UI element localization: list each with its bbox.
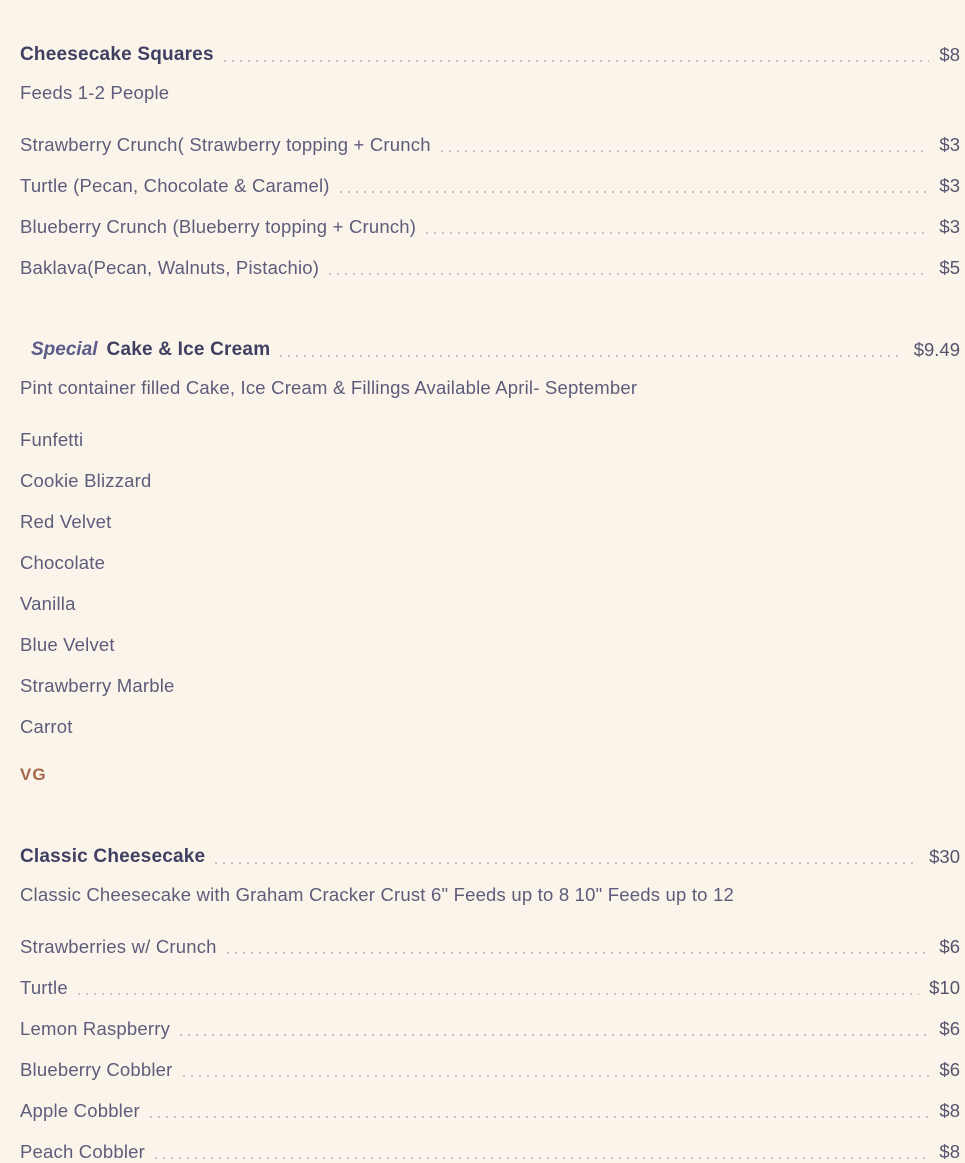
item-price: $3 — [939, 134, 960, 155]
item-name: Apple Cobbler — [20, 1100, 140, 1121]
item-price: $5 — [939, 257, 960, 278]
dotted-leader — [340, 191, 930, 193]
menu-item-row — [20, 634, 960, 656]
menu-item-row — [20, 1141, 960, 1163]
section-price: $8 — [939, 44, 960, 65]
item-name: Lemon Raspberry — [20, 1018, 171, 1039]
dotted-leader — [280, 355, 903, 357]
item-name: Strawberry Marble — [20, 675, 175, 696]
dotted-leader — [215, 862, 919, 864]
dotted-leader — [426, 232, 929, 234]
item-price: $3 — [939, 175, 960, 196]
section-description: Feeds 1-2 People — [20, 82, 170, 103]
menu-item-row — [20, 257, 960, 279]
item-price: $8 — [939, 1100, 960, 1121]
item-name: Funfetti — [20, 429, 84, 450]
item-name: Baklava(Pecan, Walnuts, Pistachio) — [20, 257, 320, 278]
section-title-row — [20, 44, 960, 66]
menu-item-row — [20, 511, 960, 533]
menu-item-row — [20, 936, 960, 958]
item-price: $8 — [939, 1141, 960, 1162]
menu-item-row — [20, 716, 960, 738]
menu-item-row — [20, 470, 960, 492]
menu-item-row — [20, 1018, 960, 1040]
menu-section — [20, 44, 960, 279]
menu-item-row — [20, 552, 960, 574]
section-description: Classic Cheesecake with Graham Cracker Crust 6" Feeds up to 8 10" Feeds up to 12 — [20, 884, 734, 905]
menu-section — [20, 846, 960, 1163]
item-price: $6 — [939, 1018, 960, 1039]
dotted-leader — [180, 1034, 929, 1036]
special-label: Special — [31, 339, 98, 360]
item-name: Blueberry Crunch (Blueberry topping + Crunch) — [20, 216, 417, 237]
item-name: Chocolate — [20, 552, 106, 573]
section-description: Pint container filled Cake, Ice Cream & Fillings Available April- September — [20, 377, 638, 398]
dotted-leader — [183, 1075, 930, 1077]
section-title-row — [20, 846, 960, 868]
section-title: Cake & Ice Cream — [106, 339, 271, 360]
section-title: Cheesecake Squares — [20, 44, 214, 65]
menu-item-row — [20, 175, 960, 197]
section-price: $30 — [929, 846, 960, 867]
item-name: Peach Cobbler — [20, 1141, 145, 1162]
menu-item-row — [20, 675, 960, 697]
section-items — [20, 429, 960, 738]
item-price: $3 — [939, 216, 960, 237]
menu-item-row — [20, 977, 960, 999]
item-name: Carrot — [20, 716, 73, 737]
item-name: Turtle — [20, 977, 68, 998]
dotted-leader — [227, 952, 930, 954]
dotted-leader — [155, 1157, 929, 1159]
dotted-leader — [329, 273, 929, 275]
section-items — [20, 134, 960, 279]
item-name: Strawberries w/ Crunch — [20, 936, 217, 957]
item-name: Vanilla — [20, 593, 76, 614]
item-name: Blue Velvet — [20, 634, 115, 655]
menu-item-row — [20, 134, 960, 156]
dotted-leader — [224, 60, 930, 62]
section-items — [20, 936, 960, 1163]
item-name: Red Velvet — [20, 511, 112, 532]
dotted-leader — [441, 150, 930, 152]
item-price: $6 — [939, 1059, 960, 1080]
dotted-leader — [78, 993, 919, 995]
item-name: Cookie Blizzard — [20, 470, 152, 491]
item-price: $6 — [939, 936, 960, 957]
menu-item-row — [20, 429, 960, 451]
menu-item-row — [20, 1100, 960, 1122]
menu-item-row — [20, 1059, 960, 1081]
item-name: Turtle (Pecan, Chocolate & Caramel) — [20, 175, 330, 196]
item-name: Strawberry Crunch( Strawberry topping + Crunch — [20, 134, 431, 155]
section-title: Classic Cheesecake — [20, 846, 206, 867]
menu-section — [20, 339, 960, 786]
section-price: $9.49 — [913, 339, 960, 360]
menu-item-row — [20, 216, 960, 238]
item-name: Blueberry Cobbler — [20, 1059, 173, 1080]
dotted-leader — [150, 1116, 930, 1118]
item-price: $10 — [929, 977, 960, 998]
menu-item-row — [20, 593, 960, 615]
section-title-row — [20, 339, 960, 361]
vg-badge: VG — [20, 765, 47, 784]
